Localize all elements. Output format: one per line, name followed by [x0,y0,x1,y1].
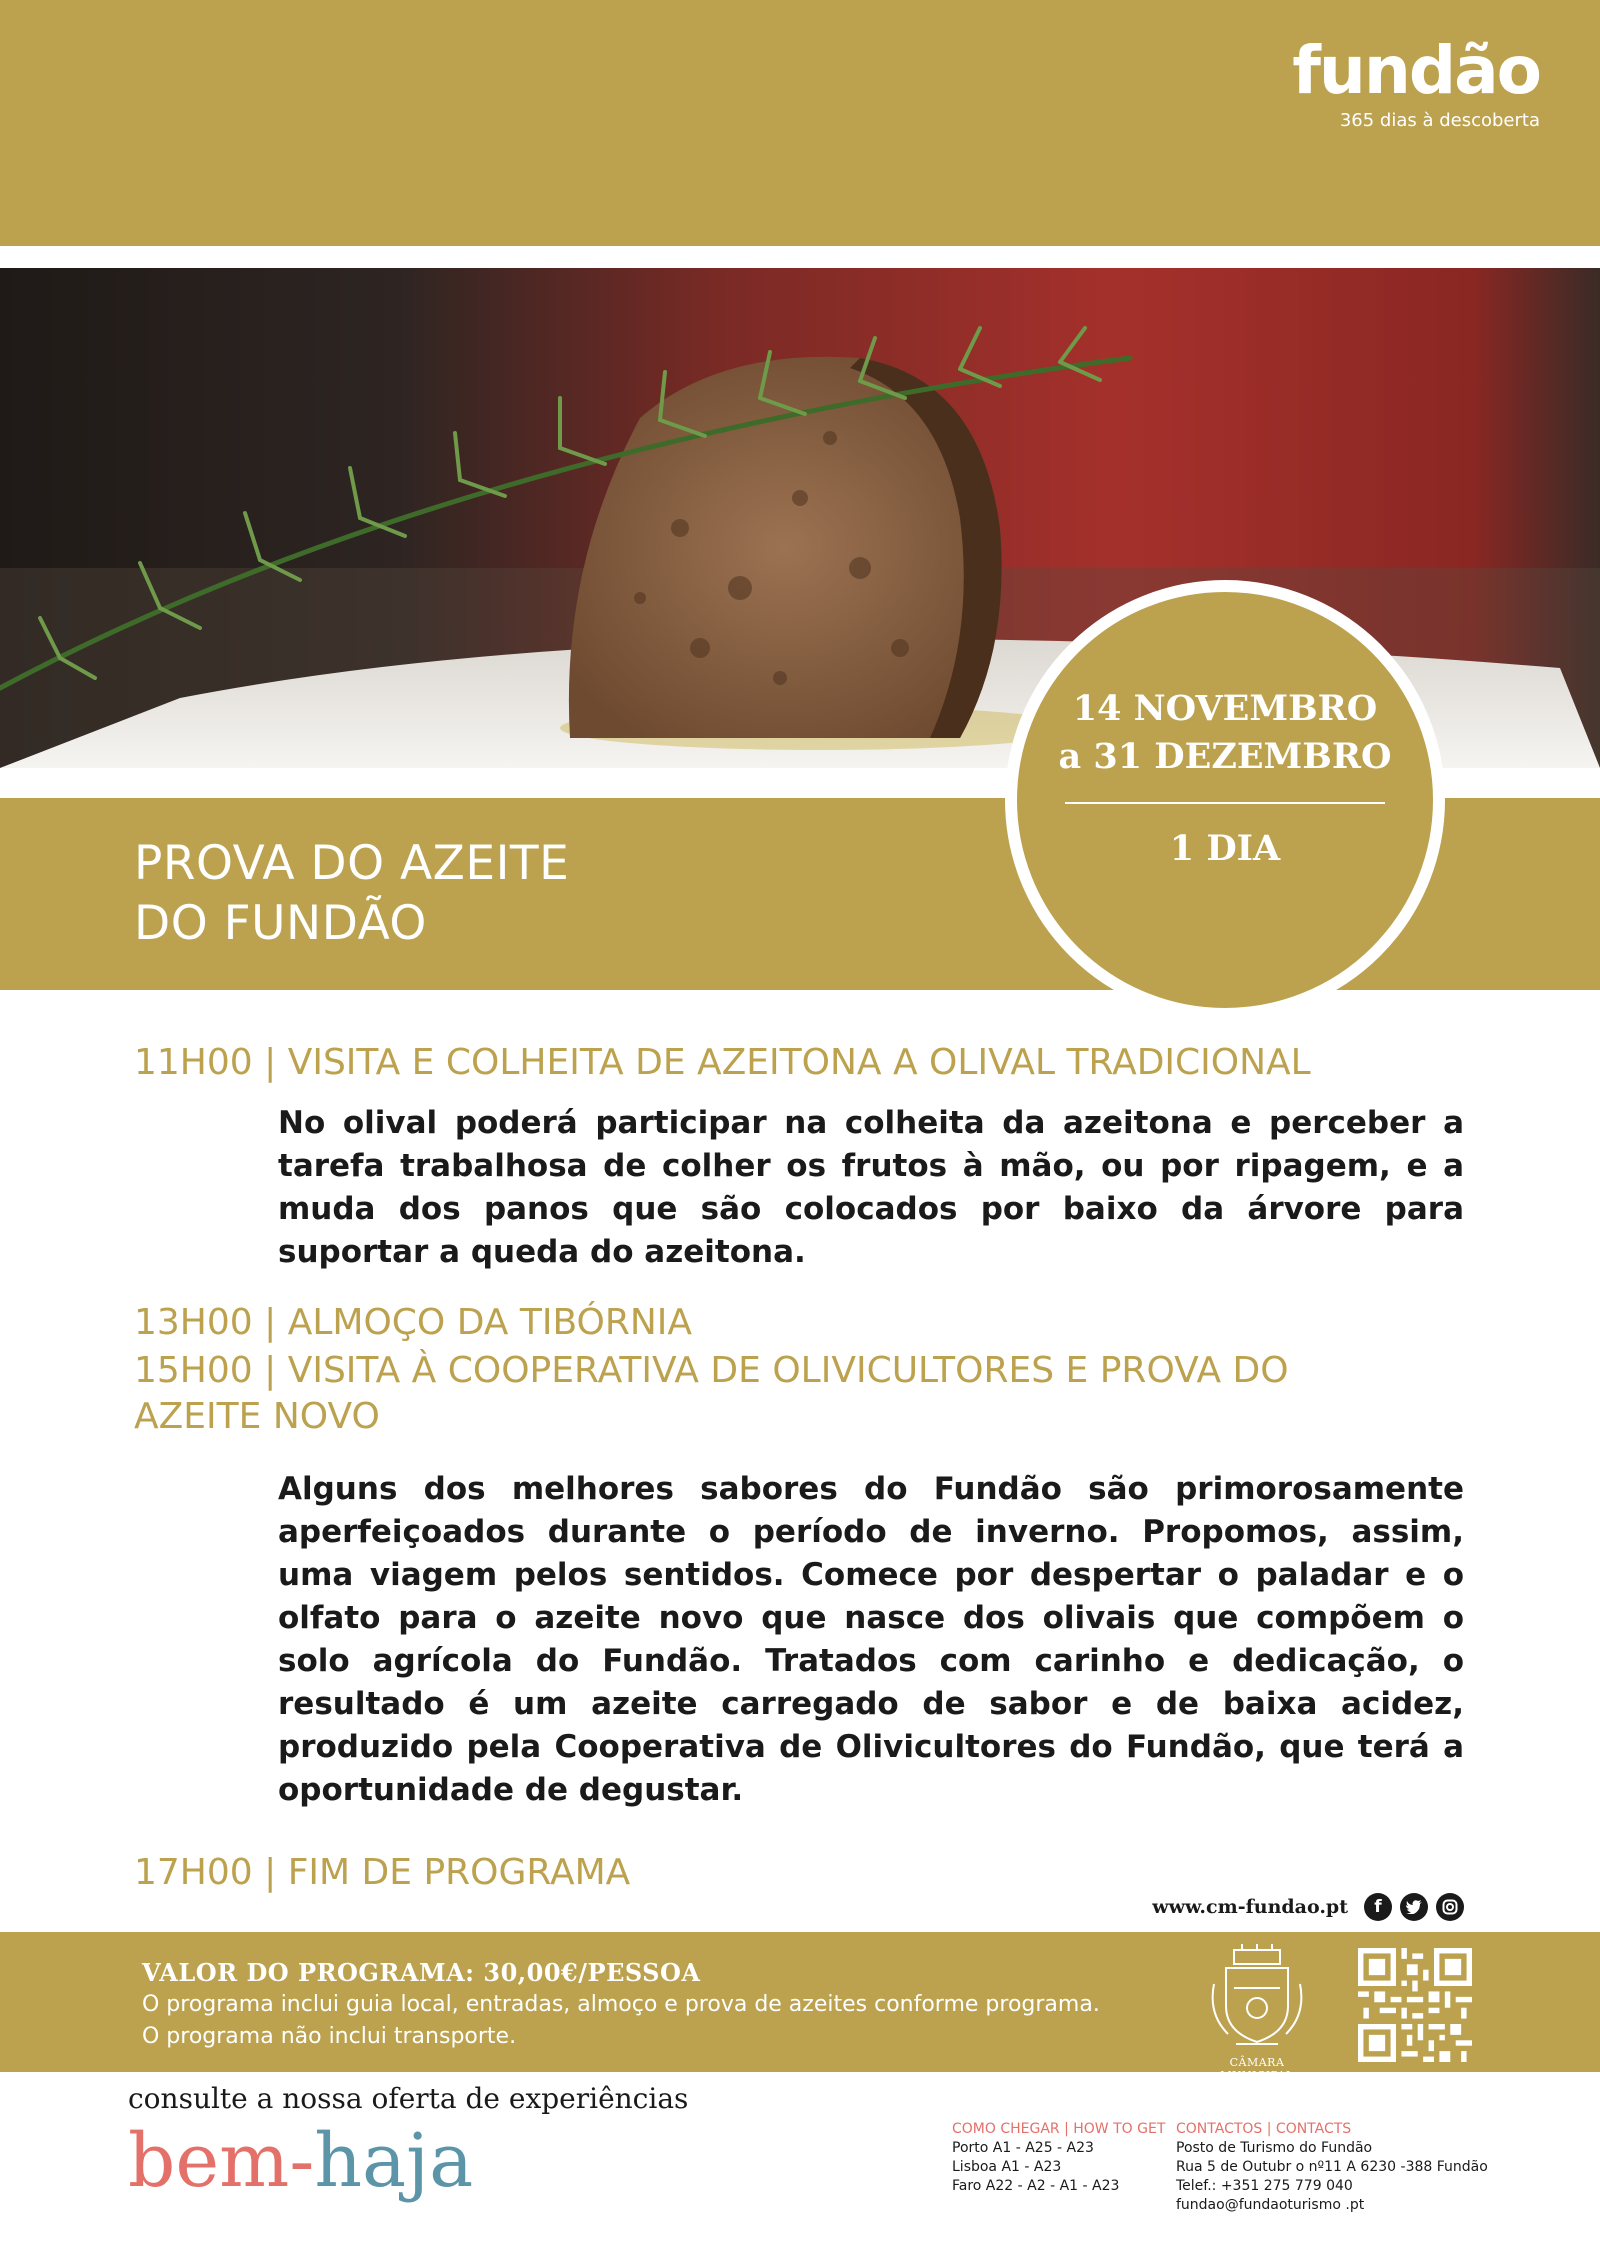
contact-office: Posto de Turismo do Fundão [1176,2140,1373,2156]
schedule-heading: 15H00 | VISITA À COOPERATIVA DE OLIVICULTORES E PROVA DO AZEITE NOVO [134,1350,1289,1437]
brand-part2: haja [314,2118,474,2204]
event-title-line1: PROVA DO AZEITE [134,836,570,891]
date-divider [1065,802,1385,804]
program-schedule [134,1040,1464,1896]
brand-part1: bem- [128,2118,315,2204]
price-includes: O programa inclui guia local, entradas, almoço e prova de azeites conforme programa. [142,1992,1100,2017]
duration: 1 DIA [1169,828,1281,869]
price-excludes: O programa não inclui transporte. [142,2024,517,2049]
contact-phone[interactable]: Telef.: +351 275 779 040 [1176,2178,1353,2194]
route-lisboa: Lisboa A1 - A23 [952,2159,1062,2175]
route-porto: Porto A1 - A25 - A23 [952,2140,1094,2156]
instagram-icon[interactable] [1436,1893,1464,1921]
contacts [1176,2120,1488,2215]
schedule-heading: 17H00 | FIM DE PROGRAMA [134,1852,631,1893]
event-title-line2: DO FUNDÃO [134,896,427,951]
date-end: a 31 DEZEMBRO [1058,736,1392,777]
logo-tagline: 365 dias à descoberta [1339,110,1540,131]
website-link[interactable]: www.cm-fundao.pt [1152,1896,1348,1918]
contact-email[interactable]: fundao@fundaoturismo .pt [1176,2197,1365,2213]
twitter-icon[interactable] [1400,1893,1428,1921]
price-title: VALOR DO PROGRAMA: 30,00€/PESSOA [142,1958,701,1987]
how-to-get [952,2120,1165,2196]
logo-wordmark: fundão [1292,32,1540,109]
schedule-heading: 13H00 | ALMOÇO DA TIBÓRNIA [134,1302,693,1343]
schedule-heading: 11H00 | VISITA E COLHEITA DE AZEITONA A OLIVAL TRADICIONAL [134,1042,1311,1083]
contacts-title: CONTACTOS | CONTACTS [1176,2121,1352,2137]
schedule-description: No olival poderá participar na colheita da azeitona e perceber a tarefa trabalhosa de colher os frutos à mão, ou por ripagem, e a muda dos panos que são colocados por baixo da árvore para suportar a queda do azeitona. [278,1105,1464,1270]
footer-cta: consulte a nossa oferta de experiências [128,2082,689,2115]
date-start: 14 NOVEMBRO [1072,688,1378,729]
how-to-get-title: COMO CHEGAR | HOW TO GET [952,2121,1166,2137]
header-band [0,0,1600,246]
bem-haja-logo[interactable] [128,2118,474,2204]
crest-label: CÂMARA MUNICIPAL [1220,2056,1294,2082]
social-links [1152,1893,1464,1921]
contact-address: Rua 5 de Outubr o nº11 A 6230 -388 Fundão [1176,2159,1488,2175]
qr-code-icon[interactable] [1358,1948,1472,2062]
fundao-logo[interactable] [1292,32,1540,131]
crest-icon [1196,1944,1318,2054]
route-faro: Faro A22 - A2 - A1 - A23 [952,2178,1120,2194]
price-band [0,1932,1600,2082]
date-badge [1005,580,1445,1020]
municipal-crest [1196,1944,1318,2082]
schedule-description: Alguns dos melhores sabores do Fundão são primorosamente aperfeiçoados durante o período de inverno. Propomos, assim, uma viagem pelos sentidos. Comece por despertar o paladar e o olfato para o azeite novo que nasce dos olivais que compõem o solo agrícola do Fundão. Tratados com carinho e dedicação, o resultado é um azeite carregado de sabor e de baixa acidez, produzido pela Cooperativa de Olivicultores do Fundão, que terá a oportunidade de degustar. [278,1471,1464,1808]
facebook-icon[interactable]: f [1364,1893,1392,1921]
event-title [134,834,569,954]
